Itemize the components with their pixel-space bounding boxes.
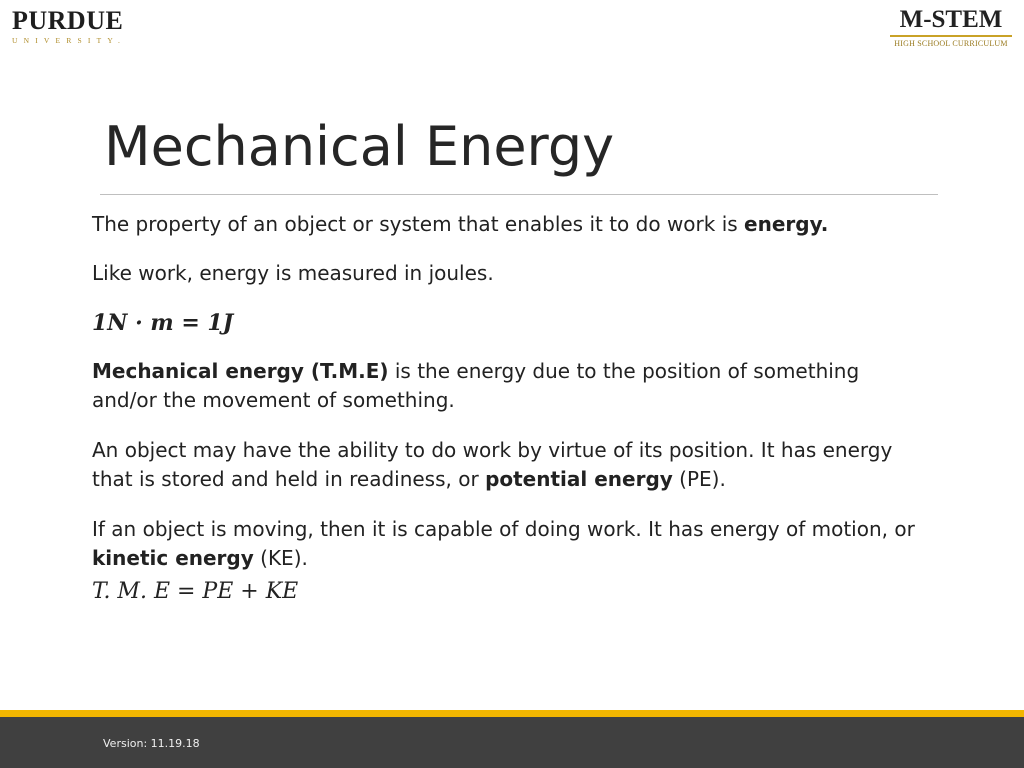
- paragraph-text-after: (KE).: [253, 546, 308, 570]
- mstem-logo: [890, 6, 1012, 48]
- equation-total-mechanical-energy: T. M. E = PE + KE: [92, 579, 299, 604]
- paragraph-text-after: (PE).: [672, 467, 726, 491]
- paragraph-bold-term: potential energy: [485, 467, 673, 491]
- paragraph-joules: Like work, energy is measured in joules.: [92, 261, 494, 285]
- mstem-logo-subtitle: HIGH SCHOOL CURRICULUM: [894, 39, 1008, 48]
- title-divider: [100, 194, 938, 195]
- paragraph-kinetic-energy: [92, 515, 922, 573]
- paragraph-bold-term: energy.: [744, 212, 829, 236]
- equation-newton-meter: 1N · m = 1J: [92, 310, 234, 336]
- paragraph-energy-definition: [92, 210, 922, 239]
- paragraph-bold-term: Mechanical energy (T.M.E): [92, 359, 389, 383]
- purdue-logo-subtitle: UNIVERSITY.: [12, 36, 127, 45]
- footer-accent-bar: [0, 710, 1024, 717]
- paragraph-text: The property of an object or system that enables it to do work is: [92, 212, 745, 236]
- slide-body: [92, 210, 922, 606]
- purdue-logo-name: PURDUE: [12, 6, 124, 35]
- paragraph-mechanical-energy: [92, 357, 922, 415]
- mstem-logo-name: M-STEM: [899, 6, 1003, 33]
- mstem-logo-rule: [890, 35, 1012, 37]
- paragraph-text: is the energy due to the position of something and/or the movement of something.: [92, 359, 860, 412]
- paragraph-bold-term: kinetic energy: [92, 546, 254, 570]
- purdue-logo: [12, 8, 142, 48]
- paragraph-potential-energy: [92, 436, 922, 494]
- slide-title: Mechanical Energy: [104, 115, 615, 178]
- footer-bar: [0, 717, 1024, 768]
- paragraph-text: An object may have the ability to do work by virtue of its position. It has energy that is stored and held in readiness, or: [92, 438, 893, 491]
- version-label: Version: 11.19.18: [103, 737, 200, 750]
- paragraph-text: If an object is moving, then it is capable of doing work. It has energy of motion, or: [92, 517, 915, 541]
